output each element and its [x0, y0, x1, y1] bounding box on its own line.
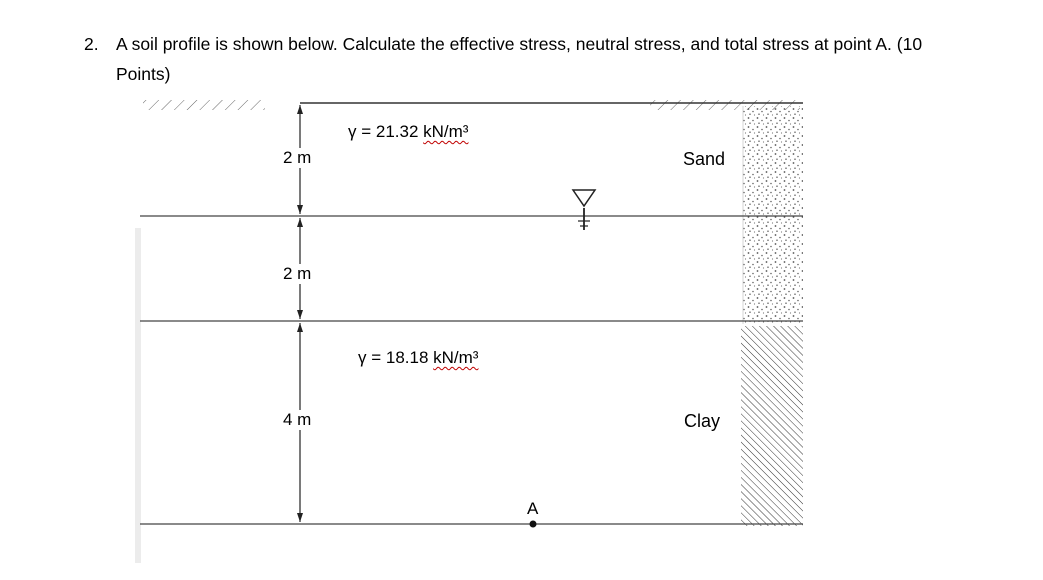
arrow-down-layer2: [297, 310, 303, 319]
layer1-unit-weight: [348, 122, 468, 142]
layer3-thickness: 4 m: [283, 410, 312, 429]
layer2-thickness: 2 m: [283, 264, 312, 283]
scan-shadow: [135, 228, 141, 563]
layer1-material-label: Sand: [683, 149, 726, 169]
layer1-gamma-value: γ = 21.32: [348, 122, 424, 141]
question-text: A soil profile is shown below. Calculate the effective stress, neutral stress, and total stress at point A. (10 Points): [116, 34, 923, 84]
clay-column: [741, 326, 803, 526]
arrow-up-layer1: [297, 105, 303, 114]
point-a-label: A: [527, 499, 539, 518]
arrow-up-layer2: [297, 218, 303, 227]
layer3-gamma-unit: kN/m³: [433, 348, 479, 367]
layer1-thickness: 2 m: [283, 148, 312, 167]
soil-profile-figure: [135, 98, 805, 563]
point-a-marker: [530, 521, 537, 528]
layer3-unit-weight: [358, 348, 478, 368]
arrow-down-layer3: [297, 513, 303, 522]
layer1-gamma-unit: kN/m³: [423, 122, 469, 141]
sand-column: [743, 106, 803, 324]
arrow-up-layer3: [297, 323, 303, 332]
ground-hatch-left: [143, 100, 265, 110]
water-table-icon: [573, 190, 595, 230]
arrow-down-layer1: [297, 205, 303, 214]
question-number: 2.: [84, 34, 99, 54]
layer3-material-label: Clay: [684, 411, 721, 431]
layer3-gamma-value: γ = 18.18: [358, 348, 434, 367]
